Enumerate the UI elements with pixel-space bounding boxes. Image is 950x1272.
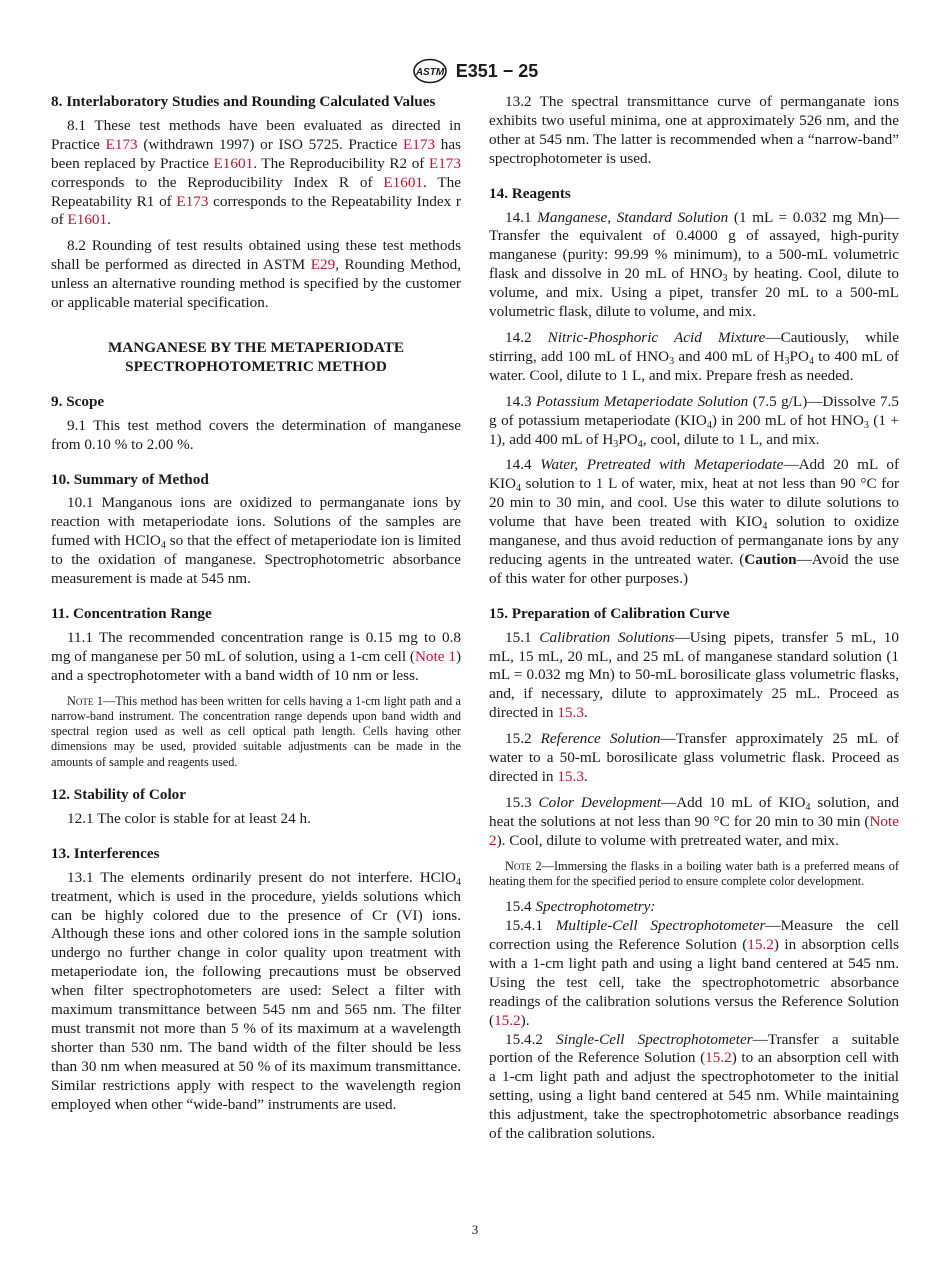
- ref-e173[interactable]: E173: [105, 135, 138, 153]
- para-9-1: 9.1 This test method covers the determination of manganese from 0.10 % to 2.00 %.: [51, 416, 461, 453]
- section-15-title: 15. Preparation of Calibration Curve: [489, 604, 730, 622]
- left-column: [51, 93, 461, 1115]
- ref-note-1[interactable]: Note 1: [414, 647, 456, 665]
- para-15-3: 15.3 Color Development—Add 10 mL of $KIO_4$ solution, and heat the solutions at not less than 90 °C for 20 min to 30 min (Note 2). Cool, dilute to volume with pretreated water, and mix.: [489, 793, 900, 849]
- para-13-1: 13.1 The elements ordinarily present do not interfere. HClO$_4$ treatment, which is used in the procedure, yields solutions which can be highly colored due to the presence of Cr (VI) ions. Although these ions and other colored ions in the sample solution undergo no further change in color quality upon treatment with metaperiodate ion, the following precautions must be observed when filter spectrophotometers are used: Select a filter with maximum transmittance between 545 nm and 565 nm. The filter must transmit not more than 5 % of its maximum at a wavelength shorter than 530 nm. The band width of the filter should be less than 30 nm when measured at 50 % of its maximum transmittance. Similar restrictions apply with respect to the wavelength region employed when other “wide-band” instruments are used.: [51, 868, 461, 1113]
- section-8-title: 8. Interlaboratory Studies and Rounding Calculated Values: [51, 93, 436, 110]
- para-15-4: 15.4 Spectrophotometry:: [505, 898, 656, 916]
- para-12-1: 12.1 The color is stable for at least 24 h.: [67, 809, 311, 827]
- ref-e1601[interactable]: E1601: [67, 211, 108, 229]
- para-8-2: 8.2 Rounding of test results obtained using these test methods shall be performed as directed in ASTM E29, Rounding Method, unless an alternative rounding method is specified by the customer or applicable material specification.: [51, 237, 461, 312]
- ref-15-2[interactable]: 15.2: [494, 1011, 521, 1029]
- ref-15-2[interactable]: 15.2: [747, 936, 774, 954]
- ref-e1601[interactable]: E1601: [213, 154, 254, 172]
- ref-e173[interactable]: E173: [176, 192, 209, 210]
- para-14-1: 14.1 Manganese, Standard Solution (1 mL = 0.032 mg Mn)—Transfer the equivalent of 0.4000 g of assayed, high-purity manganese (purity: 99.99 % minimum), to a 500-mL volumetric flask and dissolve in 20 mL of $HNO_3$ by heating. Cool, dilute to volume, and mix. Using a pipet, transfer 20 mL to a 500-mL volumetric flask, dilute to volume, and mix.: [489, 208, 899, 321]
- standard-designation: E351 − 25: [455, 60, 539, 81]
- ref-15-3[interactable]: 15.3: [557, 768, 584, 785]
- para-15-4-1: 15.4.1 Multiple-Cell Spectrophotometer—Measure the cell correction using the Reference Solution (15.2) in absorption cells with a 1-cm light path and using a light band centered at 545 nm. Using the test cell, take the spectrophotometric absorbance readings of the calibration solutions versus the Reference Solution (15.2).: [489, 917, 900, 1029]
- section-9-title: 9. Scope: [51, 392, 105, 410]
- para-8-1: 8.1 These test methods have been evaluated as directed in Practice E173 (withdrawn 1997) or ISO 5725. Practice E173 has been replaced by Practice E1601. The Reproducibility R2 of E173 corresponds to the Reproducibility Index R of E1601. The Repeatability R1 of E173 corresponds to the Repeatability Index r of E1601.: [51, 116, 461, 229]
- right-column: [489, 93, 899, 1144]
- page-header: [0, 56, 950, 86]
- para-15-2: 15.2 Reference Solution—Transfer approximately 25 mL of water to a 50-mL borosilicate glass volumetric flask. Proceed as directed in 15.3.: [489, 730, 899, 785]
- section-12-title: 12. Stability of Color: [51, 786, 186, 804]
- para-14-4: 14.4 Water, Pretreated with Metaperiodate—Add 20 mL of $KIO_4$ solution to 1 L of water, mix, heat at not less than 90 °C for 20 min to 30 min, and cool. Use this water to dilute solutions to volume that have been treated with $KIO_4$ solution to oxidize manganese, and thus avoid reduction of permanganate ions by any reducing agents in the untreated water. (Caution—Avoid the use of this water for other purposes.): [489, 456, 900, 587]
- para-15-1: 15.1 Calibration Solutions—Using pipets, transfer 5 mL, 10 mL, 15 mL, 20 mL, and 25 mL of manganese standard solution (1 mL = 0.032 mg Mn) to 50-mL borosilicate glass volumetric flasks, and, if necessary, dilute to approximately 25 mL. Proceed as directed in 15.3.: [489, 628, 899, 722]
- ref-15-3[interactable]: 15.3: [557, 704, 584, 722]
- section-13-title: 13. Interferences: [51, 844, 160, 862]
- para-13-2: 13.2 The spectral transmittance curve of permanganate ions exhibits two useful minima, one at approximately 526 nm, and the other at 545 nm. The latter is recommended when a “narrow-band” spectrophotometer is used.: [489, 93, 899, 167]
- ref-e29[interactable]: E29: [310, 256, 336, 274]
- para-14-3: 14.3 Potassium Metaperiodate Solution (7.5 g/L)—Dissolve 7.5 g of potassium metaperiodate $(KIO_4)$ in 200 mL of hot $HNO_3$ (1 + 1), add 400 mL of $H_3PO_4$, cool, dilute to 1 L, and mix.: [489, 392, 900, 450]
- para-10-1: 10.1 Manganous ions are oxidized to permanganate ions by reaction with metaperiodate ions. Solutions of the samples are fumed with HClO$_4$ so that the effect of metaperiodate ion is limited to the oxidation of manganese. Spectrophotometric absorbance measurement is made at 545 nm.: [51, 494, 461, 588]
- ref-e1601[interactable]: E1601: [383, 173, 424, 191]
- section-11-title: 11. Concentration Range: [51, 604, 212, 622]
- para-14-2: 14.2 Nitric-Phosphoric Acid Mixture—Cautiously, while stirring, add 100 mL of $HNO_3$ and 400 mL of $H_3PO_4$ to 400 mL of water. Cool, dilute to 1 L, and mix. Prepare fresh as needed.: [489, 328, 899, 384]
- para-11-1: 11.1 The recommended concentration range is 0.15 mg to 0.8 mg of manganese per 50 mL of solution, using a 1-cm cell (Note 1) and a spectrophotometer with a band width of 10 nm or less.: [51, 628, 461, 684]
- ref-e173[interactable]: E173: [403, 135, 436, 153]
- para-15-4-2: 15.4.2 Single-Cell Spectrophotometer—Transfer a suitable portion of the Reference Solution (15.2) to an absorption cell with a 1-cm light path and adjust the spectrophotometer to the initial setting, using a light band centered at 545 nm. While maintaining this adjustment, take the spectrophotometric absorbance readings of the calibration solutions.: [489, 1030, 899, 1143]
- section-10-title: 10. Summary of Method: [51, 470, 209, 488]
- svg-text:ASTM: ASTM: [415, 67, 444, 78]
- page-number: 3: [471, 1222, 479, 1237]
- note-1: Note 1—This method has been written for cells having a 1-cm light path and a narrow-band instrument. The concentration range depends upon band width and spectral region used as well as cell optical path length. Cells having other dimensions may be used, provided suitable adjustments can be made in the amounts of sample and reagents used.: [51, 693, 461, 769]
- ref-note-2[interactable]: Note 2: [489, 812, 899, 849]
- ref-15-2[interactable]: 15.2: [705, 1049, 732, 1067]
- note-2: Note 2—Immersing the flasks in a boiling water bath is a preferred means of heating them for the specified period to ensure complete color development.: [489, 858, 899, 888]
- section-14-title: 14. Reagents: [489, 184, 571, 202]
- ref-e173[interactable]: E173: [428, 154, 461, 172]
- method-title: MANGANESE BY THE METAPERIODATE SPECTROPHOTOMETRIC METHOD: [107, 338, 405, 375]
- astm-logo-icon: [412, 58, 448, 84]
